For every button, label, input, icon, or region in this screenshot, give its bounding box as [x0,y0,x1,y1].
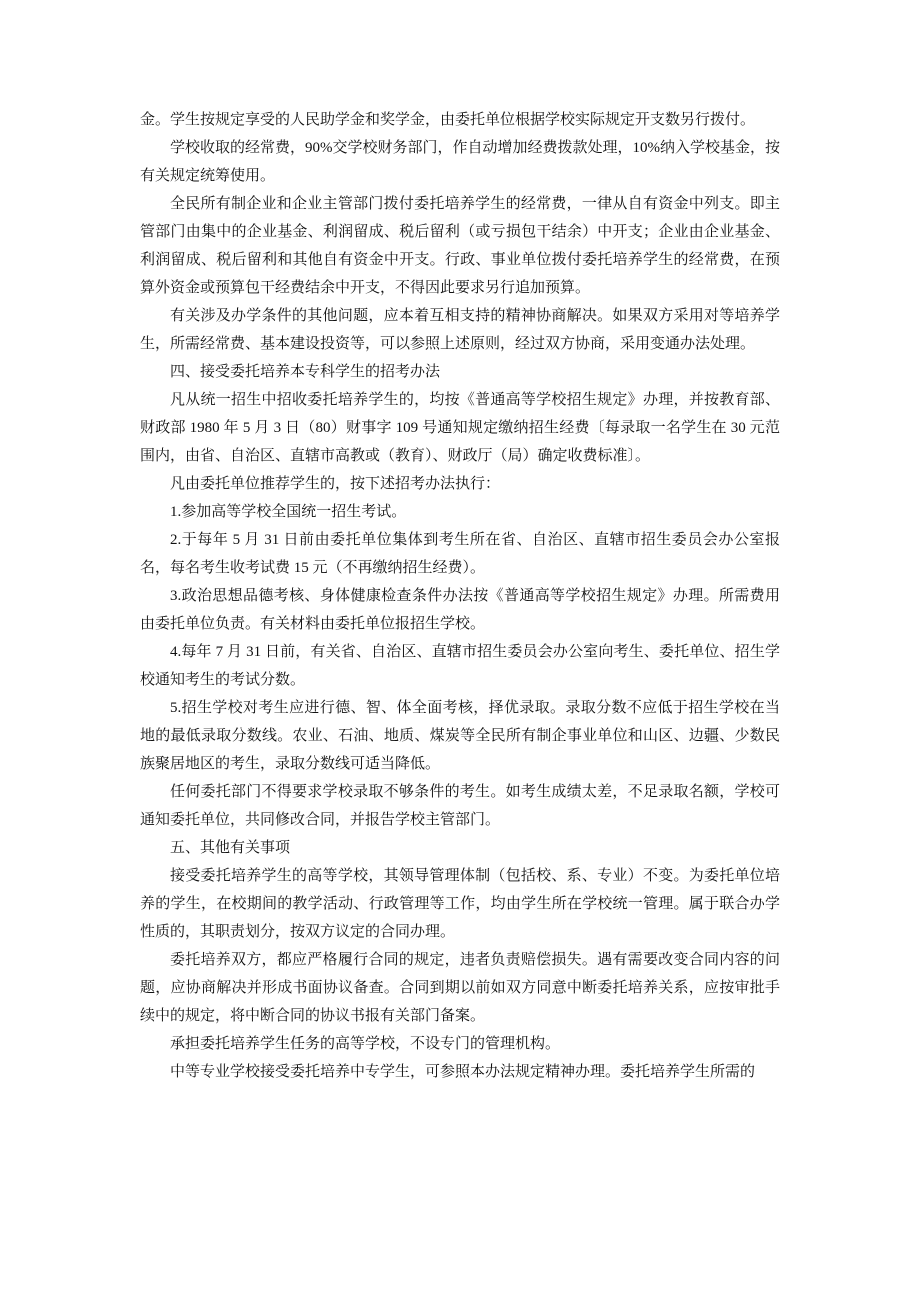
paragraph-recommended-students: 凡由委托单位推荐学生的，按下述招考办法执行： [170,476,501,492]
section-heading-5: 五、其他有关事项 [170,840,291,856]
paragraph-funding-continuation: 金。学生按规定享受的人民助学金和奖学金，由委托单位根据学校实际规定开支数另行拨付。 [140,112,756,128]
paragraph-enterprise-funding: 全民所有制企业和企业主管部门拨付委托培养学生的经常费，一律从自有资金中列支。即主管部门由集中的企业基金、利润留成、税后留利（或亏损包干结余）中开支；企业由企业基金、利润留成、税后留利和其他自有资金中开支。行政、事业单位拨付委托培养学生的经常费，在预算外资金或预算包干经费结余中开支，不得因此要求另行追加预算。 [140,196,780,296]
list-item-2: 2.于每年 5 月 31 日前由委托单位集体到考生所在省、自治区、直辖市招生委员会办公室报名，每名考生收考试费 15 元（不再缴纳招生经费）。 [140,532,780,576]
paragraph-no-special-office: 承担委托培养学生任务的高等学校，不设专门的管理机构。 [170,1036,561,1052]
paragraph-unified-admission: 凡从统一招生中招收委托培养学生的，均按《普通高等学校招生规定》办理，并按教育部、财政部 1980 年 5 月 3 日（80）财事字 109 号通知规定缴纳招生经费〔每录取一名学生在 30 元范围内，由省、自治区、直辖市高教或（教育）、财政厅（局）确定收费标准〕。 [140,392,780,464]
paragraph-other-issues: 有关涉及办学条件的其他问题，应本着互相支持的精神协商解决。如果双方采用对等培养学生，所需经常费、基本建设投资等，可以参照上述原则，经过双方协商，采用变通办法处理。 [140,308,780,352]
list-item-4: 4.每年 7 月 31 日前，有关省、自治区、直辖市招生委员会办公室向考生、委托单位、招生学校通知考生的考试分数。 [140,644,780,688]
section-heading-4: 四、接受委托培养本专科学生的招考办法 [170,364,441,380]
paragraph-no-unqualified: 任何委托部门不得要求学校录取不够条件的考生。如考生成绩太差，不足录取名额，学校可通知委托单位，共同修改合同，并报告学校主管部门。 [140,784,780,828]
paragraph-secondary-schools: 中等专业学校接受委托培养中专学生，可参照本办法规定精神办理。委托培养学生所需的 [170,1064,756,1080]
paragraph-contract-obligations: 委托培养双方，都应严格履行合同的规定，违者负责赔偿损失。遇有需要改变合同内容的问题，应协商解决并形成书面协议备查。合同到期以前如双方同意中断委托培养关系，应按审批手续中的规定，将中断合同的协议书报有关部门备案。 [140,952,780,1024]
paragraph-operating-fee-split: 学校收取的经常费，90%交学校财务部门，作自动增加经费拨款处理，10%纳入学校基金，按有关规定统筹使用。 [140,140,780,184]
list-item-1: 1.参加高等学校全国统一招生考试。 [170,504,407,520]
list-item-5: 5.招生学校对考生应进行德、智、体全面考核，择优录取。录取分数不应低于招生学校在当地的最低录取分数线。农业、石油、地质、煤炭等全民所有制企事业单位和山区、边疆、少数民族聚居地区的考生，录取分数线可适当降低。 [140,700,780,772]
list-item-3: 3.政治思想品德考核、身体健康检查条件办法按《普通高等学校招生规定》办理。所需费用由委托单位负责。有关材料由委托单位报招生学校。 [140,588,780,632]
document-page [140,106,780,1086]
paragraph-management-system: 接受委托培养学生的高等学校，其领导管理体制（包括校、系、专业）不变。为委托单位培养的学生，在校期间的教学活动、行政管理等工作，均由学生所在学校统一管理。属于联合办学性质的，其职责划分，按双方议定的合同办理。 [140,868,780,940]
